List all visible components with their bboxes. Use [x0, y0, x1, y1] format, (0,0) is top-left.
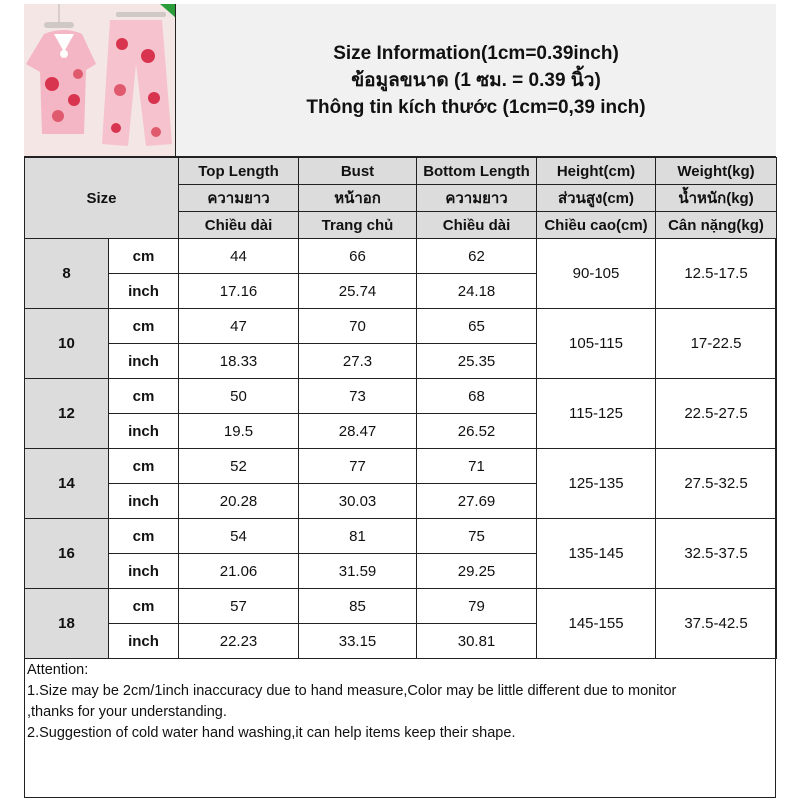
top-length-cm: 47: [179, 309, 299, 344]
top-length-inch: 22.23: [179, 624, 299, 659]
unit-label-cm: cm: [109, 589, 179, 624]
top-length-cm: 50: [179, 379, 299, 414]
note-line: ,thanks for your understanding.: [27, 704, 227, 720]
weight-range: 37.5-42.5: [656, 589, 777, 659]
bust-cm: 66: [299, 239, 417, 274]
bottom-length-inch: 27.69: [417, 484, 537, 519]
size-column-header: Size: [25, 158, 179, 239]
size-table: [24, 157, 777, 659]
top-length-cm: 57: [179, 589, 299, 624]
weight-range: 32.5-37.5: [656, 519, 777, 589]
weight-range: 17-22.5: [656, 309, 777, 379]
unit-label-cm: cm: [109, 519, 179, 554]
bust-inch: 27.3: [299, 344, 417, 379]
note-line: 1.Size may be 2cm/1inch inaccuracy due to hand measure,Color may be little different due to monitor: [27, 683, 677, 699]
height-range: 115-125: [537, 379, 656, 449]
unit-label-inch: inch: [109, 414, 179, 449]
header-row-english: [25, 158, 777, 185]
title-vietnamese: Thông tin kích thước (1cm=0,39 inch): [306, 96, 646, 118]
height-range: 105-115: [537, 309, 656, 379]
title-english: Size Information(1cm=0.39inch): [333, 42, 619, 64]
col-header-bottom-length-vi: Chiều dài: [417, 212, 537, 239]
unit-label-inch: inch: [109, 484, 179, 519]
bottom-length-cm: 65: [417, 309, 537, 344]
bust-cm: 85: [299, 589, 417, 624]
bust-cm: 81: [299, 519, 417, 554]
bottom-length-inch: 26.52: [417, 414, 537, 449]
size-value: 14: [25, 449, 109, 519]
bottom-length-inch: 30.81: [417, 624, 537, 659]
col-header-top-length-en: Top Length: [179, 158, 299, 185]
col-header-top-length-th: ความยาว: [179, 185, 299, 212]
col-header-bust-th: หน้าอก: [299, 185, 417, 212]
col-header-top-length-vi: Chiều dài: [179, 212, 299, 239]
table-row: [25, 239, 777, 274]
note-line: 2.Suggestion of cold water hand washing,it can help items keep their shape.: [27, 725, 516, 741]
col-header-bottom-length-th: ความยาว: [417, 185, 537, 212]
col-header-bust-en: Bust: [299, 158, 417, 185]
table-row: [25, 379, 777, 414]
bottom-length-cm: 75: [417, 519, 537, 554]
col-header-height-th: ส่วนสูง(cm): [537, 185, 656, 212]
attention-notes: [24, 657, 776, 798]
height-range: 145-155: [537, 589, 656, 659]
unit-label-inch: inch: [109, 274, 179, 309]
unit-label-cm: cm: [109, 239, 179, 274]
unit-label-inch: inch: [109, 624, 179, 659]
bust-inch: 30.03: [299, 484, 417, 519]
weight-range: 22.5-27.5: [656, 379, 777, 449]
height-range: 125-135: [537, 449, 656, 519]
bust-cm: 77: [299, 449, 417, 484]
table-row: [25, 519, 777, 554]
bust-cm: 70: [299, 309, 417, 344]
weight-range: 27.5-32.5: [656, 449, 777, 519]
unit-label-cm: cm: [109, 379, 179, 414]
bottom-length-cm: 71: [417, 449, 537, 484]
table-row: [25, 449, 777, 484]
top-length-inch: 17.16: [179, 274, 299, 309]
weight-range: 12.5-17.5: [656, 239, 777, 309]
height-range: 90-105: [537, 239, 656, 309]
bust-inch: 31.59: [299, 554, 417, 589]
col-header-weight-vi: Cân nặng(kg): [656, 212, 777, 239]
col-header-height-en: Height(cm): [537, 158, 656, 185]
table-row: [25, 309, 777, 344]
bust-inch: 25.74: [299, 274, 417, 309]
title-thai: ข้อมูลขนาด (1 ซม. = 0.39 นิ้ว): [351, 69, 601, 91]
pajama-set-image: [24, 4, 176, 156]
bust-cm: 73: [299, 379, 417, 414]
bottom-length-cm: 62: [417, 239, 537, 274]
bust-inch: 33.15: [299, 624, 417, 659]
top-length-inch: 21.06: [179, 554, 299, 589]
chart-header: [24, 4, 776, 157]
title-block: [176, 4, 776, 156]
size-value: 8: [25, 239, 109, 309]
size-value: 12: [25, 379, 109, 449]
unit-label-cm: cm: [109, 449, 179, 484]
height-range: 135-145: [537, 519, 656, 589]
size-value: 10: [25, 309, 109, 379]
col-header-weight-en: Weight(kg): [656, 158, 777, 185]
size-value: 18: [25, 589, 109, 659]
notes-heading: Attention:: [27, 662, 89, 678]
col-header-bottom-length-en: Bottom Length: [417, 158, 537, 185]
top-length-cm: 52: [179, 449, 299, 484]
top-length-cm: 54: [179, 519, 299, 554]
size-value: 16: [25, 519, 109, 589]
product-photo: [24, 4, 176, 156]
top-length-inch: 18.33: [179, 344, 299, 379]
top-length-inch: 20.28: [179, 484, 299, 519]
top-length-cm: 44: [179, 239, 299, 274]
bottom-length-inch: 29.25: [417, 554, 537, 589]
bottom-length-inch: 25.35: [417, 344, 537, 379]
unit-label-inch: inch: [109, 344, 179, 379]
col-header-height-vi: Chiều cao(cm): [537, 212, 656, 239]
bust-inch: 28.47: [299, 414, 417, 449]
col-header-bust-vi: Trang chủ: [299, 212, 417, 239]
bottom-length-cm: 68: [417, 379, 537, 414]
bottom-length-cm: 79: [417, 589, 537, 624]
bottom-length-inch: 24.18: [417, 274, 537, 309]
col-header-weight-th: น้ำหนัก(kg): [656, 185, 777, 212]
table-row: [25, 589, 777, 624]
unit-label-inch: inch: [109, 554, 179, 589]
top-length-inch: 19.5: [179, 414, 299, 449]
unit-label-cm: cm: [109, 309, 179, 344]
